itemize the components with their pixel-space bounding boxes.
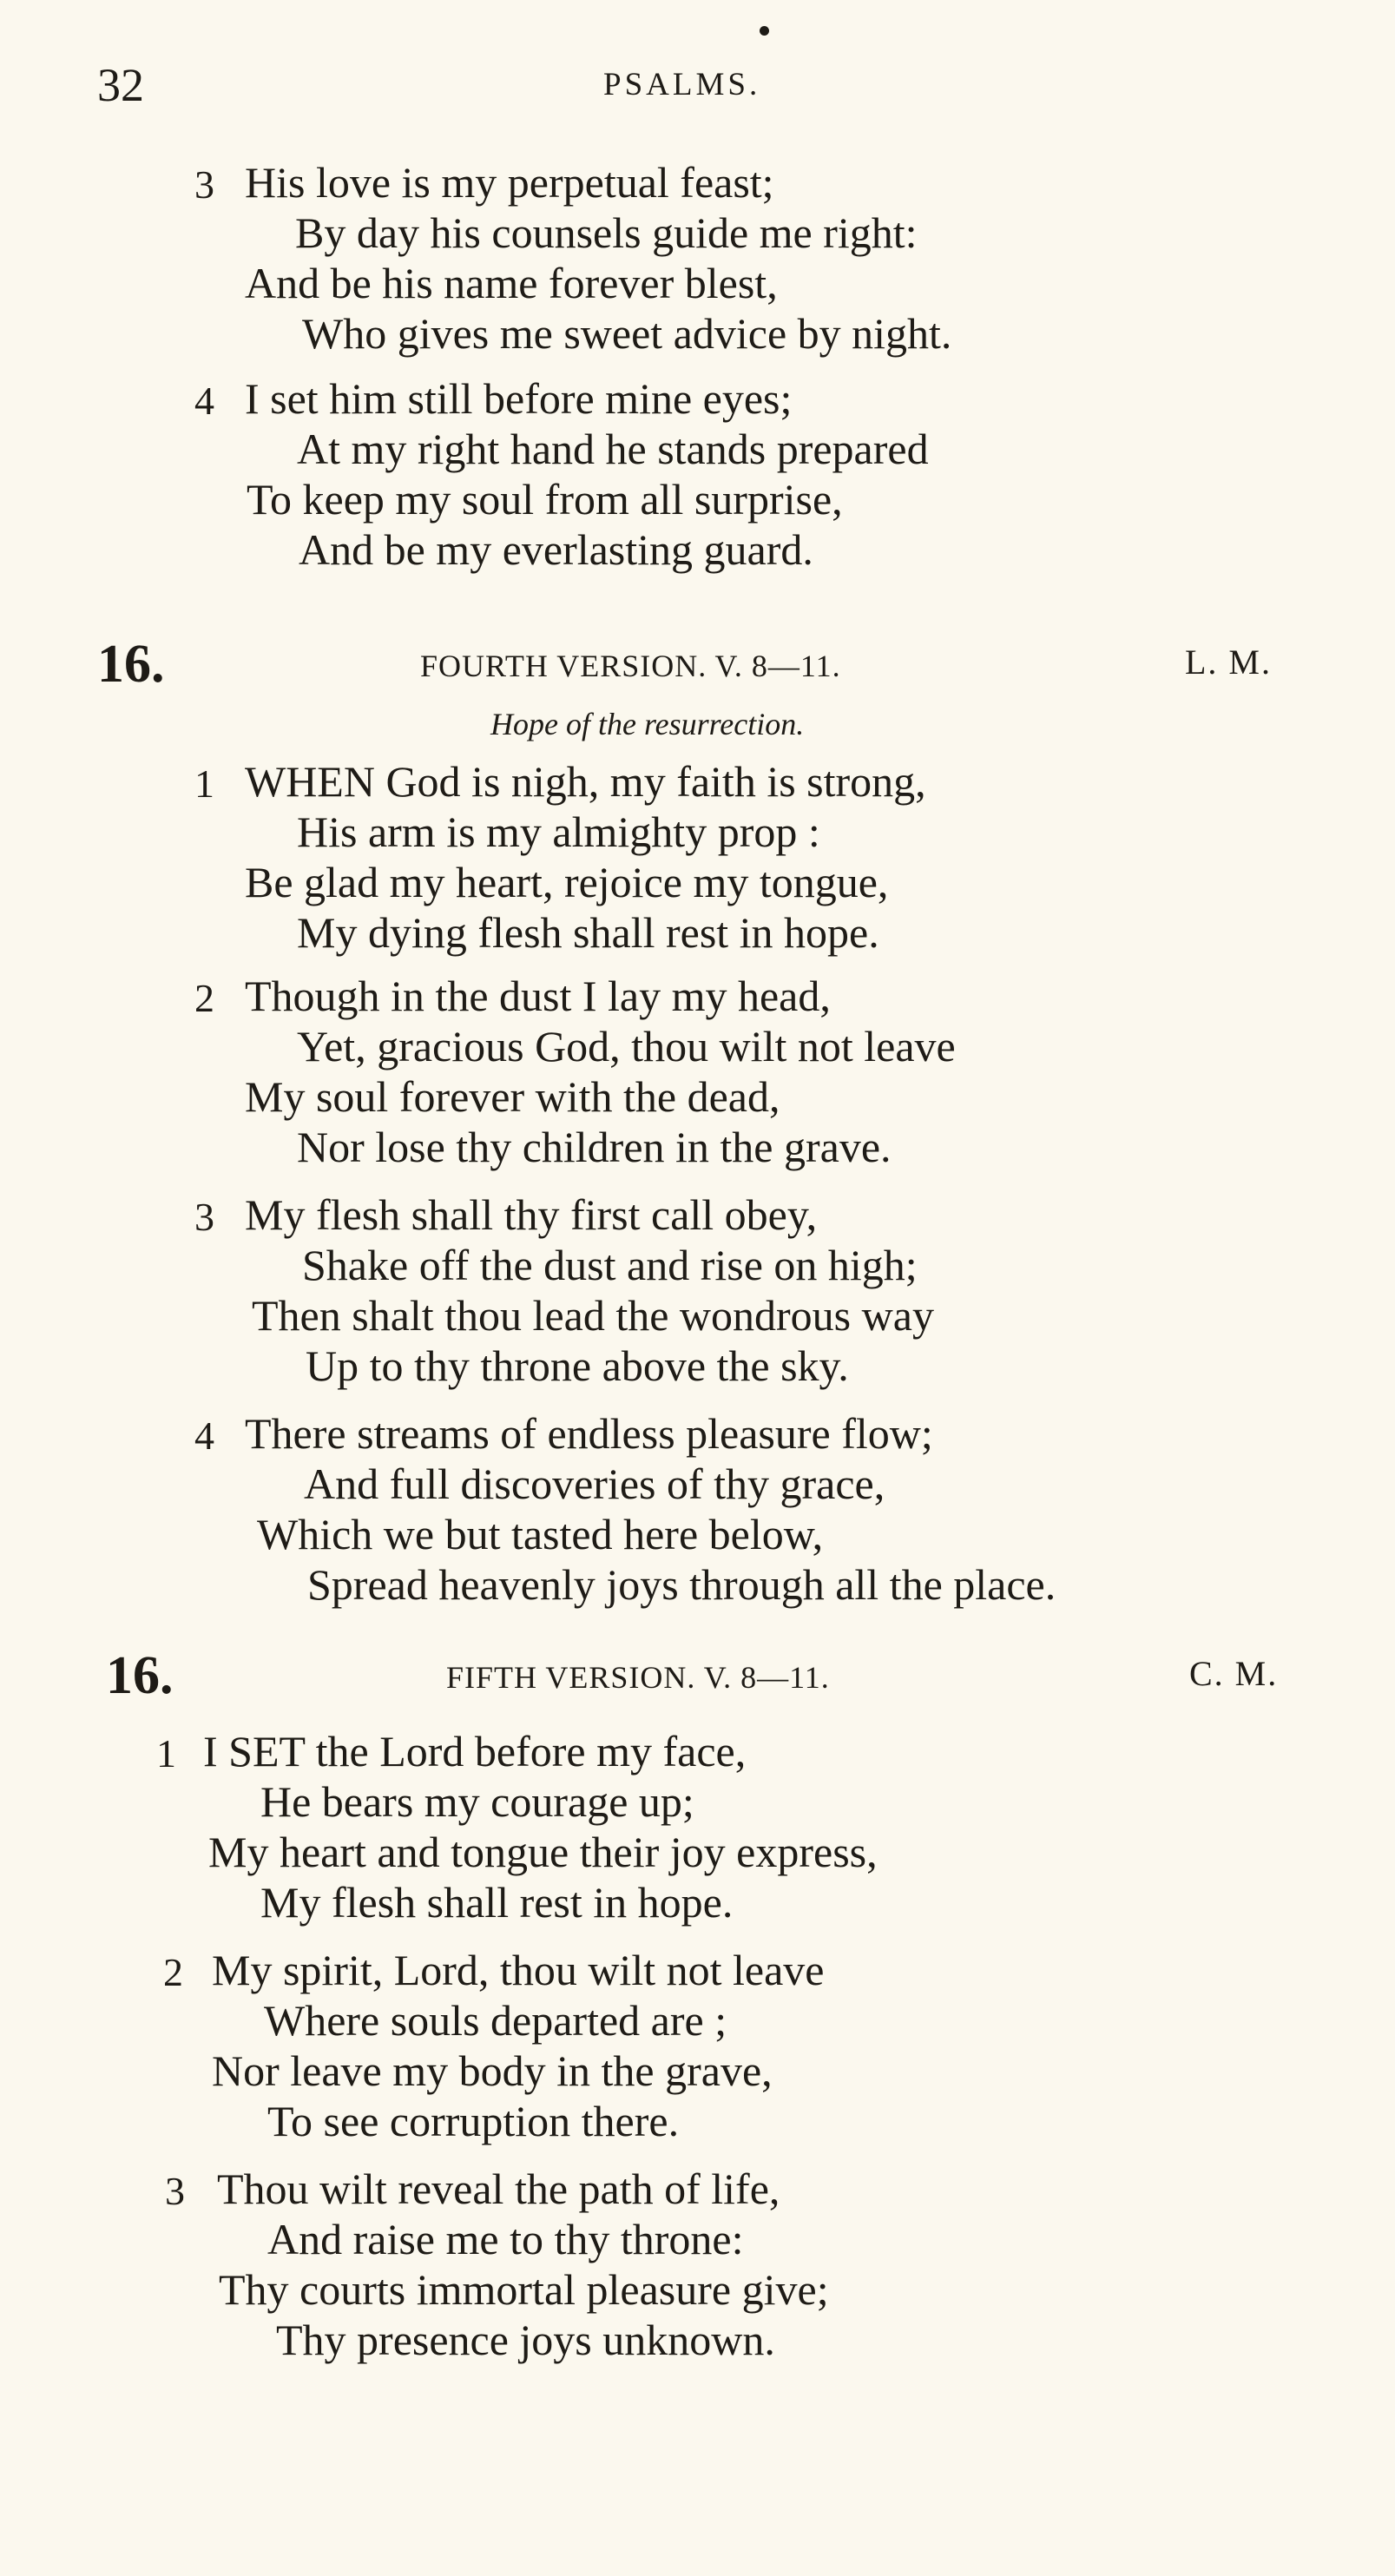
verse-line: He bears my courage up; xyxy=(260,1777,694,1826)
verse-line: My soul forever with the dead, xyxy=(245,1072,780,1121)
verse-line: Nor lose thy children in the grave. xyxy=(297,1123,892,1171)
verse-line: There streams of endless pleasure flow; xyxy=(245,1409,933,1458)
verse-line: And raise me to thy throne: xyxy=(267,2215,744,2263)
verse-line: I SET the Lord before my face, xyxy=(203,1727,747,1776)
stanza-number: 3 xyxy=(194,1195,214,1239)
verse-line: I set him still before mine eyes; xyxy=(245,374,793,423)
verse-line: Then shalt thou lead the wondrous way xyxy=(252,1291,934,1340)
verse-line: Thou wilt reveal the path of life, xyxy=(217,2164,780,2213)
verse-line: Spread heavenly joys through all the place. xyxy=(307,1560,1056,1609)
stanza-number: 2 xyxy=(163,1950,183,1994)
verse-line: My flesh shall rest in hope. xyxy=(260,1878,734,1927)
verse-line: Nor leave my body in the grave, xyxy=(212,2046,773,2095)
verse-line: His love is my perpetual feast; xyxy=(245,158,774,207)
meter-label: L. M. xyxy=(1185,642,1272,682)
verse-line: To see corruption there. xyxy=(267,2097,680,2145)
verse-line: Which we but tasted here below, xyxy=(257,1510,824,1558)
stanza-number: 3 xyxy=(165,2169,185,2213)
verse-line: Shake off the dust and rise on high; xyxy=(302,1241,918,1289)
meter-label: C. M. xyxy=(1189,1654,1279,1693)
verse-line: His arm is my almighty prop : xyxy=(297,807,820,856)
verse-line: By day his counsels guide me right: xyxy=(295,208,918,257)
stanza-number: 4 xyxy=(194,1413,214,1458)
hymn-number: 16. xyxy=(106,1646,174,1705)
stanza-number: 2 xyxy=(194,976,214,1020)
verse-line: And be my everlasting guard. xyxy=(299,525,813,574)
verse-line: To keep my soul from all surprise, xyxy=(247,475,843,524)
verse-line: Where souls departed are ; xyxy=(264,1996,727,2045)
verse-line: Though in the dust I lay my head, xyxy=(245,972,831,1020)
verse-line: And be his name forever blest, xyxy=(245,259,778,307)
verse-line: Who gives me sweet advice by night. xyxy=(302,309,952,358)
verse-line: WHEN God is nigh, my faith is strong, xyxy=(245,757,926,806)
running-title: PSALMS. xyxy=(603,67,761,102)
verse-line: My dying flesh shall rest in hope. xyxy=(297,908,879,957)
stanza-number: 3 xyxy=(194,162,214,207)
page-number: 32 xyxy=(97,59,144,111)
stanza-number: 1 xyxy=(194,761,214,806)
verse-line: At my right hand he stands prepared xyxy=(297,425,929,473)
version-title: FIFTH VERSION. V. 8—11. xyxy=(446,1660,830,1695)
printer-dot xyxy=(760,26,769,36)
version-title: FOURTH VERSION. V. 8—11. xyxy=(420,649,841,683)
verse-line: Yet, gracious God, thou wilt not leave xyxy=(297,1022,956,1071)
hymn-subtitle: Hope of the resurrection. xyxy=(490,707,805,741)
verse-line: Up to thy throne above the sky. xyxy=(306,1341,849,1390)
stanza-number: 1 xyxy=(156,1731,176,1776)
hymn-number: 16. xyxy=(97,635,165,694)
verse-line: Thy courts immortal pleasure give; xyxy=(219,2265,829,2314)
verse-line: My heart and tongue their joy express, xyxy=(208,1828,878,1876)
verse-line: And full discoveries of thy grace, xyxy=(304,1459,885,1508)
verse-line: Thy presence joys unknown. xyxy=(276,2316,775,2364)
stanza-number: 4 xyxy=(194,379,214,423)
verse-line: My spirit, Lord, thou wilt not leave xyxy=(212,1946,825,1994)
verse-line: Be glad my heart, rejoice my tongue, xyxy=(245,858,889,906)
verse-line: My flesh shall thy first call obey, xyxy=(245,1190,818,1239)
